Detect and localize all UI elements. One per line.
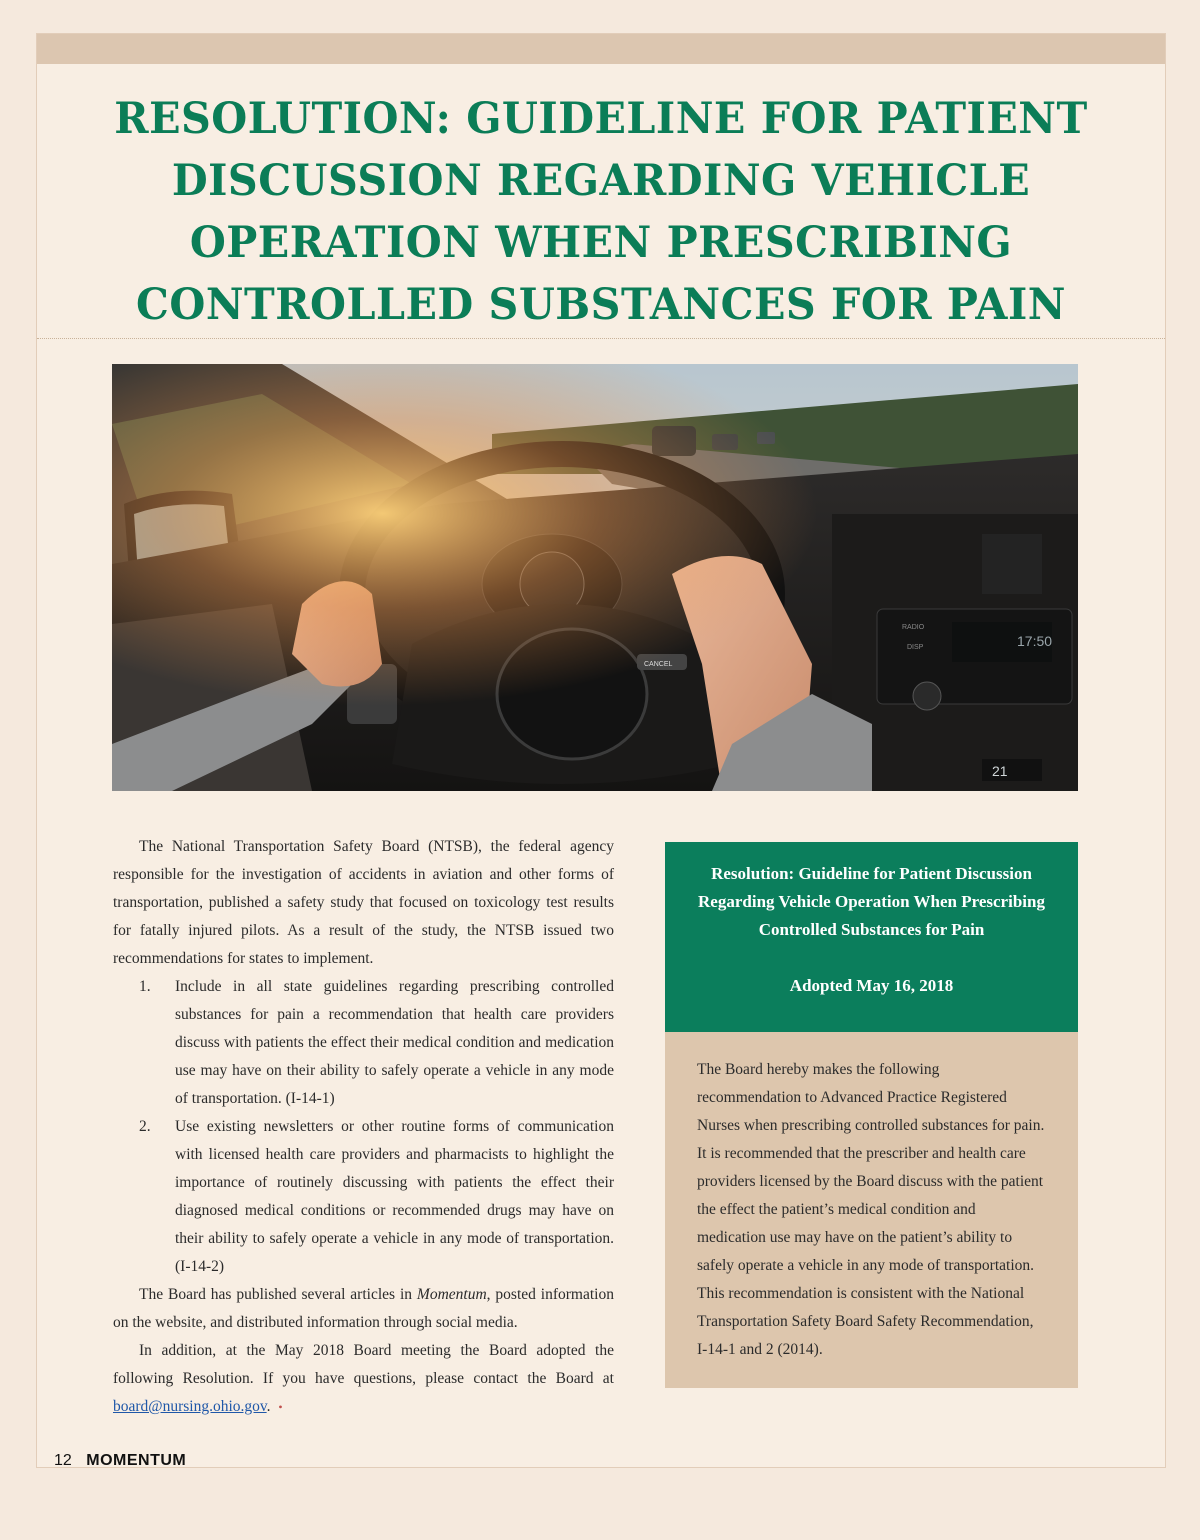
contact-paragraph-text: In addition, at the May 2018 Board meeting the Board adopted the following Resolution. If you have questions, please contact the Board at — [113, 1342, 614, 1387]
sidebar-body: The Board hereby makes the following recommendation to Advanced Practice Registered Nurses when prescribing controlled substances for pain. It is recommended that the prescriber and health care providers licensed by the Board discuss with the patient the effect the patient’s medical condition and medication use may have on the patient’s ability to safely operate a vehicle in any mode of transportation. This recommendation is consistent with the National Transportation Safety Board Safety Recommendation, I-14-1 and 2 (2014). — [665, 1032, 1078, 1388]
momentum-italic: Momentum — [416, 1286, 487, 1303]
list-item-text: Include in all state guidelines regarding prescribing controlled substances for pain a recommendation that health care providers discuss with patients the effect their medical condition and medication use may have on their ability to safely operate a vehicle in any mode of transportation. (I-14-1) — [175, 978, 614, 1107]
recommendations-list — [113, 973, 614, 1281]
top-color-bar — [37, 34, 1165, 64]
page-frame — [36, 33, 1166, 1468]
list-number: 1. — [139, 978, 151, 995]
intro-paragraph: The National Transportation Safety Board (NTSB), the federal agency responsible for the investigation of accidents in aviation and other forms of transportation, published a safety study that focused on toxicology test results for fatally injured pilots. As a result of the study, the NTSB issued two recommendations for states to implement. — [113, 838, 614, 967]
driver-steering-wheel-photo — [112, 364, 1078, 791]
sidebar-header — [665, 842, 1078, 1032]
magazine-name: MOMENTUM — [86, 1452, 187, 1469]
page-number: 12 — [54, 1452, 72, 1469]
end-mark: • — [278, 1400, 283, 1414]
list-item-text: Use existing newsletters or other routine forms of communication with licensed health care providers and pharmacists to highlight the importance of routinely discussing with patients the effect their diagnosed medical conditions or recommended drugs may have on their ability to safely operate a vehicle in any mode of transportation. (I-14-2) — [175, 1118, 614, 1275]
momentum-paragraph — [113, 1281, 614, 1337]
page-footer — [54, 1452, 186, 1470]
period: . — [266, 1398, 271, 1415]
list-number: 2. — [139, 1118, 151, 1135]
list-item — [113, 973, 614, 1113]
adopted-date: Adopted May 16, 2018 — [789, 976, 954, 995]
contact-paragraph — [113, 1337, 614, 1421]
article-text — [113, 833, 614, 1421]
title-divider — [37, 338, 1165, 339]
list-item — [113, 1113, 614, 1281]
page-title: RESOLUTION: GUIDELINE FOR PATIENT DISCUSSION REGARDING VEHICLE OPERATION WHEN PRESCRIBING CONTROLLED SUBSTANCES FOR PAIN — [114, 94, 1088, 330]
momentum-paragraph-text-end: , posted information on the website, and distributed information through social media. — [113, 1286, 614, 1331]
resolution-sidebar — [665, 842, 1078, 1388]
board-email-link[interactable]: board@nursing.ohio.gov — [113, 1398, 267, 1415]
sidebar-heading: Resolution: Guideline for Patient Discussion Regarding Vehicle Operation When Prescribing Controlled Substances for Pain — [698, 864, 1045, 939]
momentum-paragraph-text: The Board has published several articles in — [139, 1286, 417, 1303]
